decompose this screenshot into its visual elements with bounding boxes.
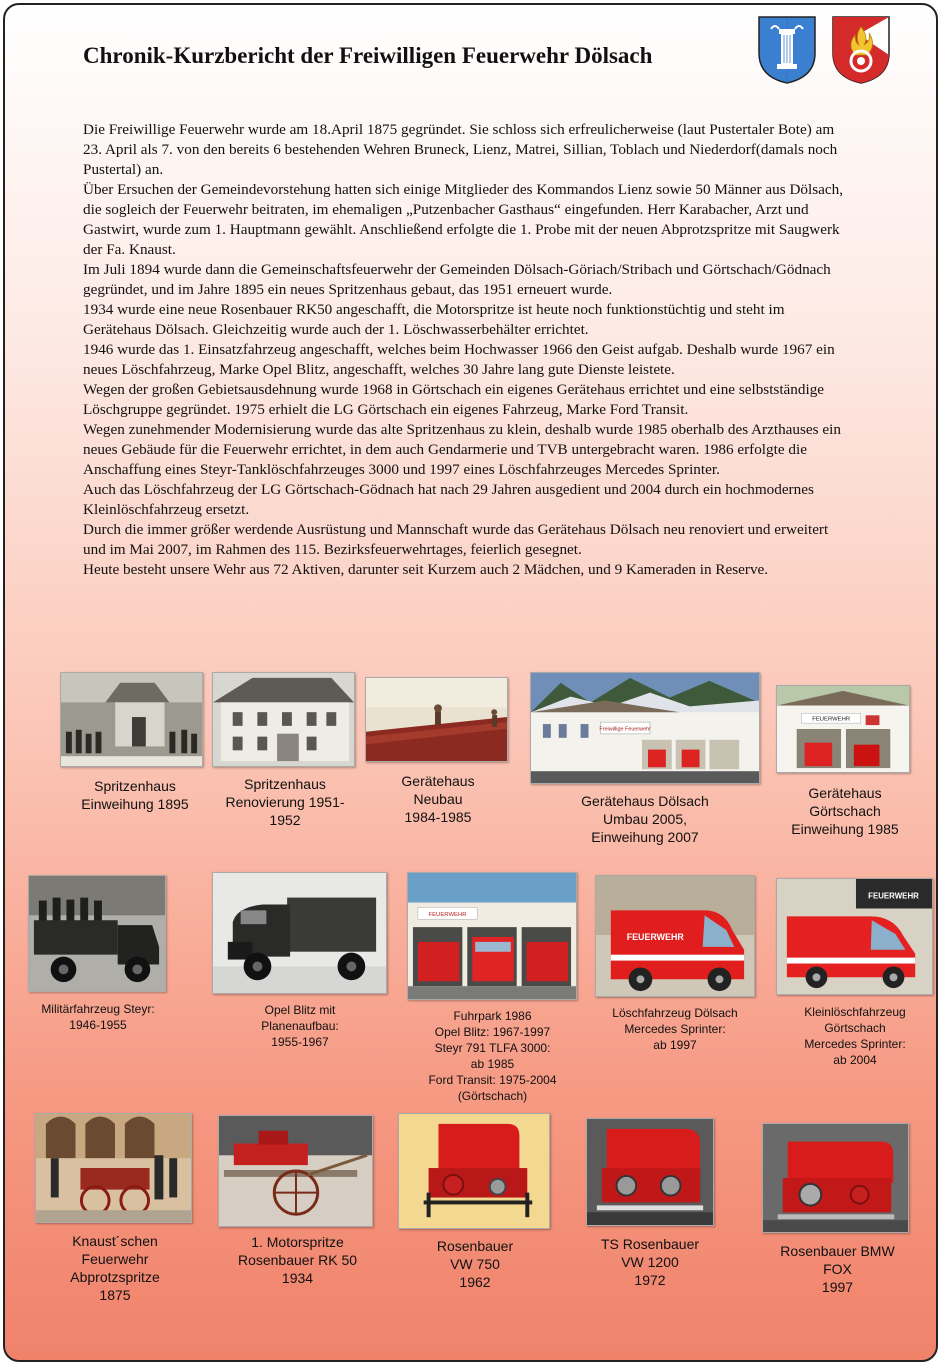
caption-loeschfahrzeug-doelsach: Löschfahrzeug Dölsach Mercedes Sprinter: ab 1997: [612, 1006, 738, 1052]
photo-geraetehaus-goertschach: [776, 685, 910, 773]
paragraph: Über Ersuchen der Gemeindevorstehung hatten sich einige Mitglieder des Kommandos Lienz sowie 50 Männer aus Dölsach, die sogleich der Feuerwehr beitraten, im ehemaligen „Putzenbacher Gasthaus“ eingefunden. Herr Karabacher, Arzt und Gastwirt, wurde zum 1. Hauptmann gewählt. Anschließend erfolgte die 1. Probe mit der neuen Abprotzspritze mit Saugwerk der Fa. Knaust.: [83, 181, 844, 258]
photo-ts-rosenbauer-vw1200: [586, 1118, 714, 1226]
caption-rosenbauer-bmw-fox: Rosenbauer BMW FOX 1997: [780, 1243, 895, 1295]
photo-fuhrpark-1986: [407, 872, 577, 1000]
photo-kleinloeschfahrzeug-goertschach: [776, 878, 933, 995]
photo-loeschfahrzeug-doelsach: [595, 875, 755, 997]
photo-knaust-abprotzspritze: [35, 1113, 192, 1223]
page-title: Chronik-Kurzbericht der Freiwilligen Feuerwehr Dölsach: [83, 43, 653, 68]
sign-text: FEUERWEHR: [626, 931, 684, 942]
photo-spritzenhaus-renovierung: [212, 672, 355, 767]
paragraph: 1946 wurde das 1. Einsatzfahrzeug angeschafft, welches beim Hochwasser 1966 den Geist aufgab. Deshalb wurde 1967 ein neues Löschfahrzeug, Marke Opel Blitz, angeschafft, welches 30 Jahre lang gute Dienste leistete.: [83, 341, 835, 378]
caption-opel-blitz: Opel Blitz mit Planenaufbau: 1955-1967: [261, 1003, 339, 1049]
sign-text: FEUERWEHR: [812, 716, 851, 723]
sign-text: FEUERWEHR: [868, 891, 919, 901]
paragraph: Die Freiwillige Feuerwehr wurde am 18.April 1875 gegründet. Sie schloss sich erfreulicherweise (laut Pustertaler Bote) am 23. April als 7. von den bereits 6 bestehenden Wehren Bruneck, Lienz, Matrei, Sillian, Toblach und Niederdorf(damals noch Pustertal) an.: [83, 121, 838, 178]
feuerwehr-emblem: [831, 15, 891, 85]
paragraph: Wegen zunehmender Modernisierung wurde das alte Spritzenhaus zu klein, deshalb wurde 1985 oberhalb des Arzthauses ein neues Gebäude für die Feuerwehr errichtet, in dem auch Gendarmerie und TVB untergebracht waren. 1986 erfolgte die Anschaffung eines Steyr-Tanklöschfahrzeuges 3000 und 1997 eines Löschfahrzeuges Mercedes Sprinter.: [83, 421, 841, 478]
photo-rosenbauer-vw750: [398, 1113, 550, 1229]
photo-opel-blitz: [212, 872, 387, 994]
caption-ts-rosenbauer-vw1200: TS Rosenbauer VW 1200 1972: [600, 1236, 700, 1288]
photo-spritzenhaus-1895: [60, 672, 203, 767]
caption-fuhrpark-1986: Fuhrpark 1986 Opel Blitz: 1967-1997 Steyr 791 TLFA 3000: ab 1985 Ford Transit: 1975-2004 (Görtschach): [428, 1009, 557, 1103]
paragraph: Auch das Löschfahrzeug der LG Görtschach-Gödnach hat nach 29 Jahren ausgedient und 2004 durch ein hochmodernes Kleinlöschfahrzeug ersetzt.: [83, 481, 814, 518]
photo-geraetehaus-doelsach: [530, 672, 760, 784]
caption-geraetehaus-doelsach: Gerätehaus Dölsach Umbau 2005, Einweihung 2007: [581, 793, 709, 845]
photo-rosenbauer-rk50: [218, 1115, 373, 1227]
photo-geraetehaus-neubau: [365, 677, 508, 762]
caption-rosenbauer-vw750: Rosenbauer VW 750 1962: [436, 1238, 514, 1290]
sign-text: Freiwillige Feuerwehr: [599, 726, 651, 733]
caption-spritzenhaus-1895: Spritzenhaus Einweihung 1895: [81, 778, 189, 812]
caption-knaust-abprotzspritze: Knaust´schen Feuerwehr Abprotzspritze 1875: [70, 1233, 160, 1303]
caption-militaerfahrzeug-steyr: Militärfahrzeug Steyr: 1946-1955: [41, 1002, 155, 1032]
caption-kleinloeschfahrzeug-goertschach: Kleinlöschfahrzeug Görtschach Mercedes Sprinter: ab 2004: [804, 1005, 906, 1067]
photo-rosenbauer-bmw-fox: [762, 1123, 909, 1233]
paragraph: Durch die immer größer werdende Ausrüstung und Mannschaft wurde das Gerätehaus Dölsach neu renoviert und erweitert und im Mai 2007, im Rahmen des 115. Bezirksfeuerwehrtages, feierlich gesegnet.: [83, 521, 829, 558]
paragraph: Heute besteht unsere Wehr aus 72 Aktiven, darunter seit Kurzem auch 2 Mädchen, und 9 Kameraden in Reserve.: [83, 561, 769, 578]
paragraph: 1934 wurde eine neue Rosenbauer RK50 angeschafft, die Motorspritze ist heute noch funktionstüchtig und steht im Gerätehaus Dölsach. Gleichzeitig wurde auch der 1. Löschwasserbehälter errichtet.: [83, 301, 785, 338]
caption-rosenbauer-rk50: 1. Motorspritze Rosenbauer RK 50 1934: [237, 1234, 358, 1286]
caption-geraetehaus-goertschach: Gerätehaus Görtschach Einweihung 1985: [791, 785, 899, 837]
paragraph: Im Juli 1894 wurde dann die Gemeinschaftsfeuerwehr der Gemeinden Dölsach-Göriach/Stribach und Görtschach/Gödnach gegründet, und im Jahre 1895 ein neues Spritzenhaus gebaut, das 1951 erneuert wurde.: [83, 261, 831, 298]
chronicle-text: [83, 120, 843, 580]
paragraph: Wegen der großen Gebietsausdehnung wurde 1968 in Görtschach ein eigenes Gerätehaus errichtet und eine selbstständige Löschgruppe gegründet. 1975 erhielt die LG Görtschach ein eigenes Fahrzeug, Marke Ford Transit.: [83, 381, 825, 418]
caption-spritzenhaus-renovierung: Spritzenhaus Renovierung 1951- 1952: [225, 776, 345, 828]
chronicle-page: [3, 3, 938, 1362]
caption-geraetehaus-neubau: Gerätehaus Neubau 1984-1985: [401, 773, 475, 825]
sign-text: FEUERWEHR: [428, 911, 467, 918]
doelsach-coat-of-arms: [757, 15, 817, 85]
photo-militaerfahrzeug-steyr: [28, 875, 166, 992]
